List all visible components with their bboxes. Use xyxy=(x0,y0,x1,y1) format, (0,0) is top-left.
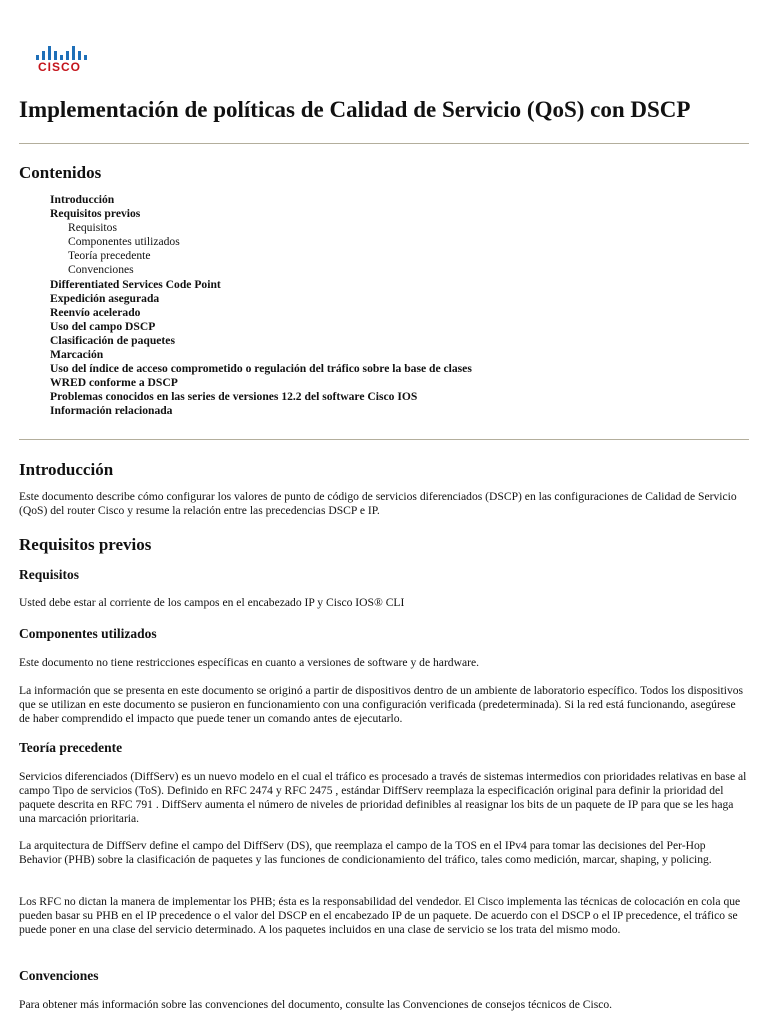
toc-link-wred[interactable]: WRED conforme a DSCP xyxy=(50,376,178,390)
cisco-logo-text: CISCO xyxy=(38,60,82,74)
divider xyxy=(19,439,749,440)
toc-link-introduccion[interactable]: Introducción xyxy=(50,193,115,206)
toc-link-car[interactable]: Uso del índice de acceso comprometido o regulación del tráfico sobre la base de clases xyxy=(50,362,472,376)
subheading-componentes: Componentes utilizados xyxy=(19,626,157,641)
toc-link-marcacion[interactable]: Marcación xyxy=(50,348,104,362)
divider xyxy=(19,143,749,144)
toc-link-teoria[interactable]: Teoría precedente xyxy=(68,249,151,263)
convenciones-paragraph: Para obtener más información sobre las convenciones del documento, consulte las Convenciones de consejos técnicos de Cisco. xyxy=(19,998,613,1011)
section-heading-introduccion: Introducción xyxy=(19,460,114,479)
toc-heading: Contenidos xyxy=(19,163,102,182)
table-of-contents xyxy=(50,193,472,419)
cisco-logo[interactable] xyxy=(34,44,90,76)
teoria-paragraph-1: Servicios diferenciados (DiffServ) es un nuevo modelo en el cual el tráfico es procesado a través de sistemas intermedios con prioridades relativas en base al campo Tipo de servicios (ToS). Definido en RFC 2474 y RFC 2475 , estándar DiffServ reemplaza la especificación original para definir la prioridad del paquete descrita en RFC 791 . DiffServ aumenta el número de niveles de prioridad definibles al reasignar los bits de un paquete de IP para que se les haga una marcación prioritaria. xyxy=(19,770,747,825)
componentes-paragraph-1: Este documento no tiene restricciones específicas en cuanto a versiones de software y de hardware. xyxy=(19,656,480,669)
section-heading-requisitos-previos: Requisitos previos xyxy=(19,535,152,554)
intro-paragraph: Este documento describe cómo configurar los valores de punto de código de servicios diferenciados (DSCP) en las configuraciones de Calidad de Servicio (QoS) del router Cisco y resume la relación entre las precedencias DSCP e IP. xyxy=(19,490,737,517)
toc-link-informacion[interactable]: Información relacionada xyxy=(50,404,173,418)
subheading-convenciones: Convenciones xyxy=(19,968,99,983)
toc-link-problemas[interactable]: Problemas conocidos en las series de versiones 12.2 del software Cisco IOS xyxy=(50,390,418,404)
toc-link-reenvio[interactable]: Reenvío acelerado xyxy=(50,305,141,319)
toc-link-uso-campo[interactable]: Uso del campo DSCP xyxy=(50,319,156,333)
toc-link-dscp[interactable]: Differentiated Services Code Point xyxy=(50,277,221,291)
toc-link-requisitos[interactable]: Requisitos xyxy=(68,221,117,235)
toc-link-convenciones[interactable]: Convenciones xyxy=(68,263,134,277)
toc-link-requisitos-previos[interactable]: Requisitos previos xyxy=(50,207,141,221)
toc-link-clasificacion[interactable]: Clasificación de paquetes xyxy=(50,333,175,347)
componentes-paragraph-2: La información que se presenta en este documento se originó a partir de dispositivos dentro de un ambiente de laboratorio específico. Todos los dispositivos que se utilizan en este documento se pusieron en funcionamiento con una configuración verificada (predeterminada). Si la red está funcionando, asegúrese de haber comprendido el impacto que puede tener un comando antes de ejecutarlo. xyxy=(19,684,744,725)
toc-link-componentes[interactable]: Componentes utilizados xyxy=(68,235,180,249)
subheading-teoria: Teoría precedente xyxy=(19,740,123,755)
teoria-paragraph-3: Los RFC no dictan la manera de implementar los PHB; ésta es la responsabilidad del vendedor. El Cisco implementa las técnicas de colocación en cola que pueden basar su PHB en el IP precedence o el valor del DSCP en el encabezado IP de un paquete. De acuerdo con el DSCP o el IP precedence, el tráfico se puede poner en una clase del servicio determinado. A los paquetes incluidos en una clase de servicio se los trata del mismo modo. xyxy=(19,895,741,936)
requisitos-paragraph: Usted debe estar al corriente de los campos en el encabezado IP y Cisco IOS® CLI xyxy=(19,596,405,609)
toc-link-expedicion[interactable]: Expedición asegurada xyxy=(50,291,160,305)
page-title: Implementación de políticas de Calidad de Servicio (QoS) con DSCP xyxy=(19,97,691,122)
teoria-paragraph-2: La arquitectura de DiffServ define el campo del DiffServ (DS), que reemplaza el campo de la TOS en el IPv4 para tomar las decisiones del Per-Hop Behavior (PHB) sobre la clasificación de paquetes y las funciones de condicionamiento del tráfico, tales como medición, marcar, shaping, y policing. xyxy=(19,839,712,866)
subheading-requisitos: Requisitos xyxy=(19,567,80,582)
cisco-bridge-icon xyxy=(36,44,88,60)
